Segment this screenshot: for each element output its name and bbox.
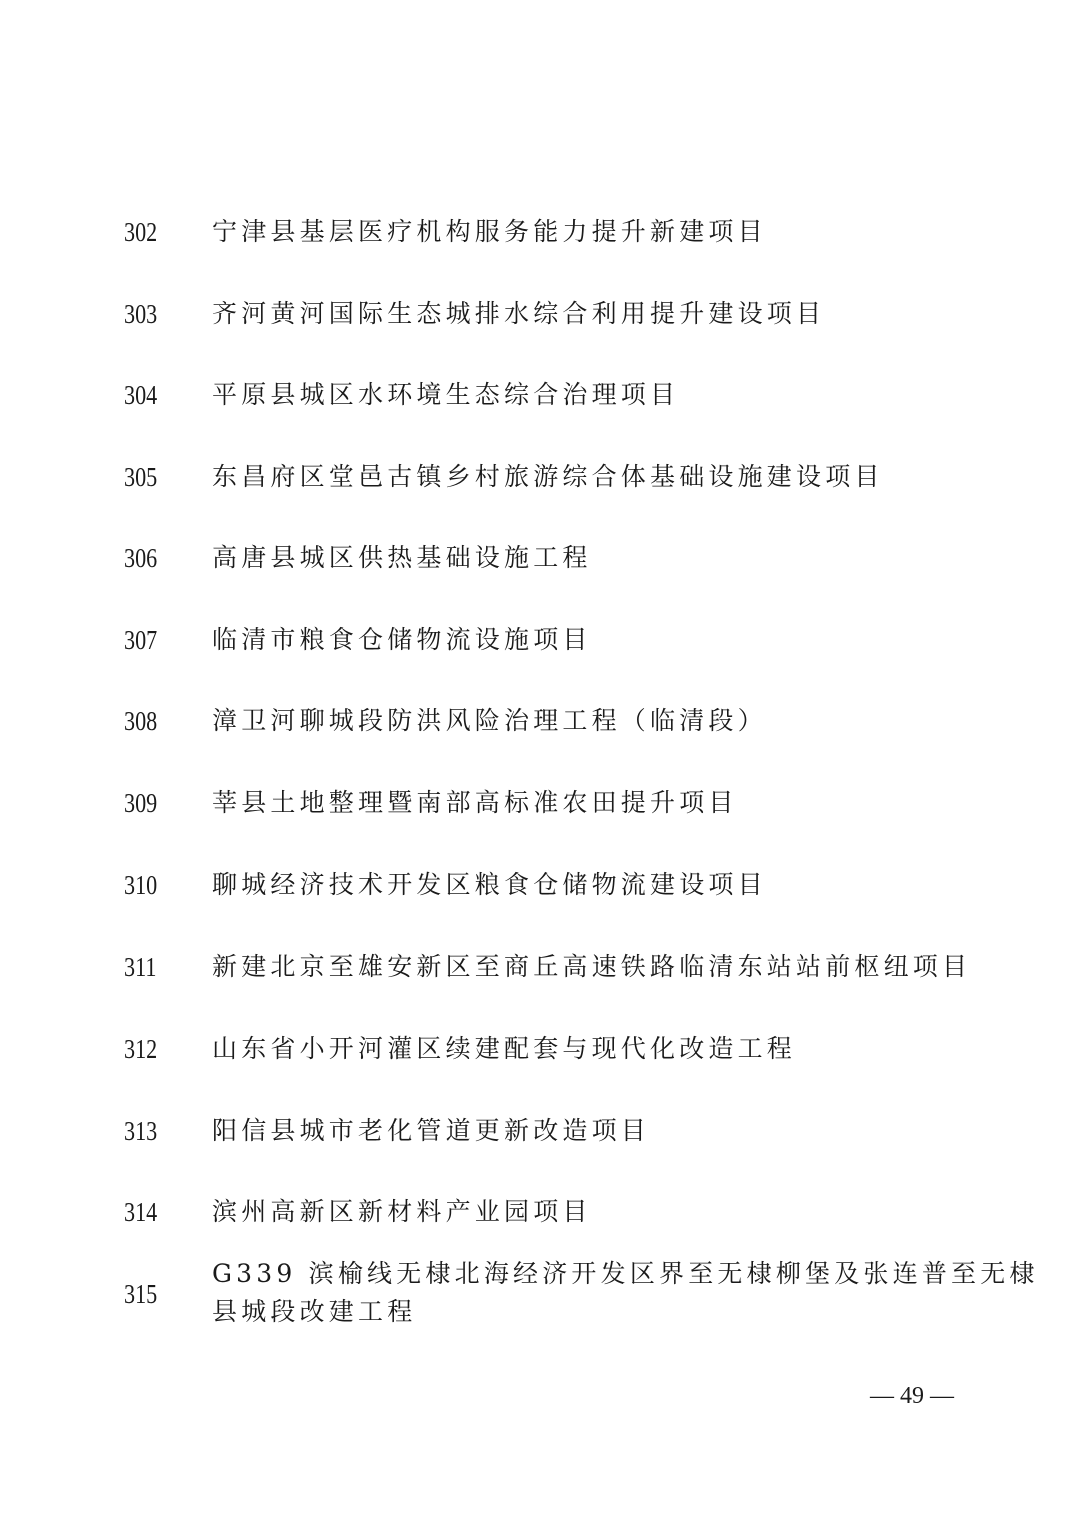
item-title: 山东省小开河灌区续建配套与现代化改造工程 xyxy=(212,1034,797,1063)
item-number: 308 xyxy=(124,706,158,736)
item-title: 新建北京至雄安新区至商丘高速铁路临清东站站前枢纽项目 xyxy=(212,952,972,981)
item-title: 齐河黄河国际生态城排水综合利用提升建设项目 xyxy=(212,299,826,328)
item-number: 313 xyxy=(124,1116,158,1146)
item-number: 311 xyxy=(124,952,157,982)
item-number: 306 xyxy=(124,543,158,573)
item-number: 310 xyxy=(124,870,158,900)
item-number: 314 xyxy=(124,1197,158,1227)
item-title: 滨州高新区新材料产业园项目 xyxy=(212,1197,592,1226)
item-number: 303 xyxy=(124,299,158,329)
item-title-line-1: G339 滨榆线无棣北海经济开发区界至无棣柳堡及张连普至无棣 xyxy=(212,1259,1039,1288)
page-number: — 49 — xyxy=(870,1383,954,1409)
item-number: 304 xyxy=(124,380,158,410)
item-title-line-2: 县城段改建工程 xyxy=(212,1297,417,1326)
item-title: 宁津县基层医疗机构服务能力提升新建项目 xyxy=(212,217,767,246)
item-number: 309 xyxy=(124,788,158,818)
item-title: 漳卫河聊城段防洪风险治理工程（临清段） xyxy=(212,706,767,735)
item-title: 高唐县城区供热基础设施工程 xyxy=(212,543,592,572)
item-title: 临清市粮食仓储物流设施项目 xyxy=(212,625,592,654)
item-title: 阳信县城市老化管道更新改造项目 xyxy=(212,1116,651,1145)
item-title: 东昌府区堂邑古镇乡村旅游综合体基础设施建设项目 xyxy=(212,462,884,491)
item-number: 312 xyxy=(124,1034,158,1064)
item-title: 聊城经济技术开发区粮食仓储物流建设项目 xyxy=(212,870,767,899)
item-number: 315 xyxy=(124,1279,158,1309)
item-title: 平原县城区水环境生态综合治理项目 xyxy=(212,380,680,409)
item-number: 302 xyxy=(124,217,158,247)
item-title: 莘县土地整理暨南部高标准农田提升项目 xyxy=(212,788,738,817)
item-number: 305 xyxy=(124,462,158,492)
item-number: 307 xyxy=(124,625,158,655)
